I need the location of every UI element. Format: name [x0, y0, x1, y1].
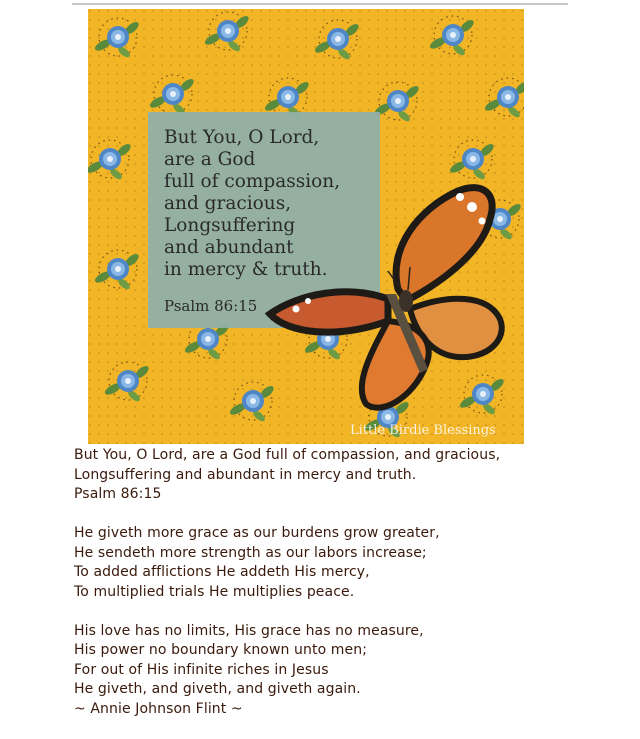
stanza-line: His love has no limits, His grace has no measure, [74, 622, 424, 639]
top-divider [72, 3, 568, 5]
verse-card-reference: Psalm 86:15 [164, 297, 258, 315]
spacer [74, 505, 614, 525]
poem-text [74, 446, 614, 719]
verse-card-text: But You, O Lord, are a God full of compassion, and gracious, Longsuffering and abundant in mercy & truth. [164, 127, 341, 280]
stanza-line: He giveth, and giveth, and giveth again. [74, 681, 361, 697]
stanza-line: He giveth more grace as our burdens grow greater, [74, 525, 440, 541]
stanza-line: For out of His infinite riches in Jesus [74, 661, 329, 678]
verse-image [88, 9, 524, 444]
stanza-line: To multiplied trials He multiplies peace. [74, 583, 355, 600]
author-line: ~ Annie Johnson Flint ~ [74, 700, 243, 717]
watermark: Little Birdie Blessings [350, 423, 496, 438]
verse-reference: Psalm 86:15 [74, 486, 162, 502]
stanza-line: To added afflictions He addeth His mercy, [74, 564, 370, 580]
spacer [74, 602, 614, 622]
stanza-line: His power no boundary known unto men; [74, 642, 368, 658]
verse-line: But You, O Lord, are a God full of compassion, and gracious, [74, 447, 501, 463]
verse-illustration [88, 9, 524, 444]
verse-line: Longsuffering and abundant in mercy and truth. [74, 466, 417, 483]
stanza-line: He sendeth more strength as our labors increase; [74, 544, 427, 561]
